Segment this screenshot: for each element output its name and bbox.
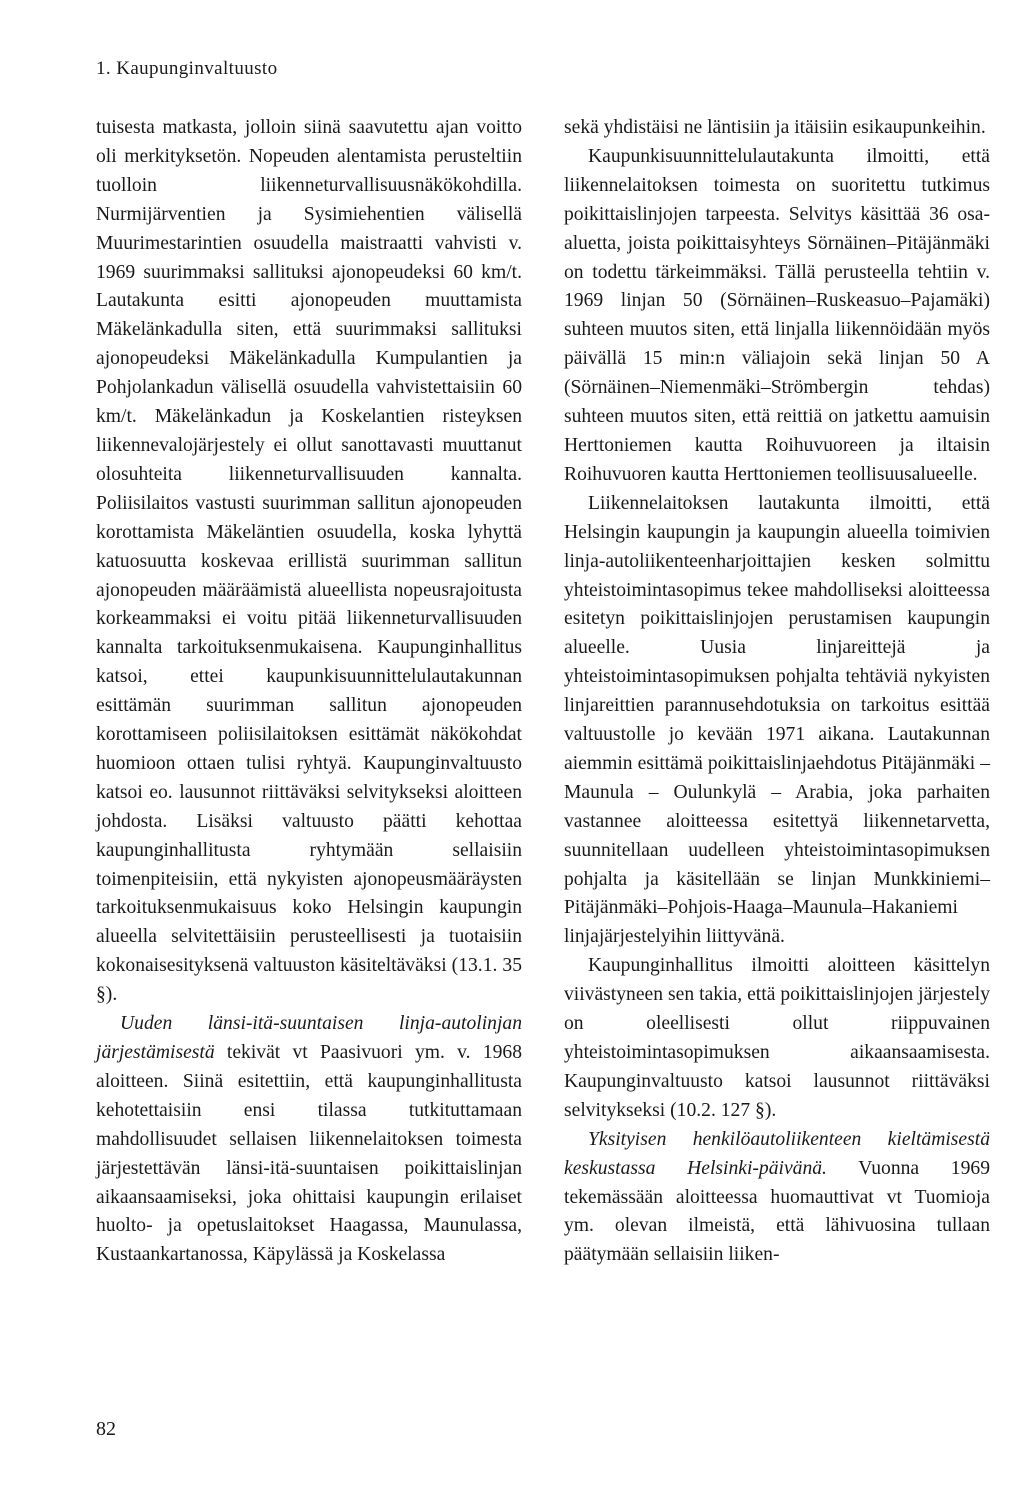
running-head: 1. Kaupunginvaltuusto xyxy=(96,58,278,79)
paragraph-suburbs: sekä yhdistäisi ne läntisiin ja itäisiin esikaupunkeihin. xyxy=(564,117,986,138)
section-title-private-cars: Yksityisen henkilöautoliikenteen kieltämisestä keskustassa Helsinki-päivänä. xyxy=(564,1128,990,1179)
right-column xyxy=(564,114,990,1270)
paragraph-city-board: Kaupunginhallitus ilmoitti aloitteen käsittelyn viivästyneen sen takia, että poikittaislinjojen järjestely on oleellisesti ollut riippuvainen yhteistoimintasopimuksen aikaansaamisesta. Kaupunginvaltuusto katsoi lausunnot riittäväksi selvitykseksi (10.2. 127 §). xyxy=(564,955,990,1121)
paragraph-planning-board: Kaupunkisuunnittelulautakunta ilmoitti, että liikennelaitoksen toimesta on suoritettu tutkimus poikittaislinjojen tarpeesta. Selvitys käsittää 36 osa-aluetta, joista poikittaisyhteys Sörnäinen–Pitäjänmäki on todettu tärkeimmäksi. Tällä perusteella tehtiin v. 1969 linjan 50 (Sörnäinen–Ruskeasuo–Pajamäki) suhteen muutos siten, että linjalla liikennöidään myös päivällä 15 min:n väliajoin sekä linjan 50 A (Sörnäinen–Niemenmäki–Strömbergin tehdas) suhteen muutos siten, että reittiä on jatkettu aamuisin Herttoniemen kautta Roihuvuoreen ja iltaisin Roihuvuoren kautta Herttoniemen teollisuusalueelle. xyxy=(564,145,990,485)
paragraph-body: Vuonna 1969 tekemässään aloitteessa huomauttivat vt Tuomioja ym. olevan ilmeistä, että lähivuosina tullaan päätymään sellaisiin liiken- xyxy=(564,1157,990,1266)
paragraph-body: tekivät vt Paasivuori ym. v. 1968 aloitteen. Siinä esitettiin, että kaupunginhallitusta kehotettaisiin ensi tilassa tutkituttamaan mahdollisuudet sellaisen liikennelaitoksen toimesta järjestettävän länsi-itä-suuntaisen poikittaislinjan aikaansaamiseksi, joka ohittaisi kaupungin erilaiset huolto- ja opetuslaitokset Haagassa, Maunulassa, Kustaankartanossa, Käpylässä ja Koskelassa xyxy=(96,1042,522,1266)
left-column xyxy=(96,114,522,1270)
paragraph-private-cars xyxy=(564,1126,990,1271)
paragraph-east-west-bus-line xyxy=(96,1010,522,1270)
page-number: 82 xyxy=(96,1418,116,1440)
paragraph-speed-limit: tuisesta matkasta, jolloin siinä saavutettu ajan voitto oli merkityksetön. Nopeuden alentamista perusteltiin tuolloin liikenneturvallisuusnäkökohdilla. Nurmijärventien ja Sysimiehentien välisellä Muurimestarintien osuudella maistraatti vahvisti v. 1969 suurimmaksi sallituksi ajonopeudeksi 60 km/t. Lautakunta esitti ajonopeuden muuttamista Mäkelänkadulla siten, että suurimmaksi sallituksi ajonopeudeksi Mäkelänkadulla Kumpulantien ja Pohjolankadun välisellä osuudella vahvistettaisiin 60 km/t. Mäkelänkadun ja Koskelantien risteyksen liikennevalojärjestely ei ollut sanottavasti muuttanut olosuhteita liikenneturvallisuuden kannalta. Poliisilaitos vastusti suurimman sallitun ajonopeuden korottamista Mäkeläntien osuudella, koska lyhyttä katuosuutta koskevaa erillistä suurimman sallitun ajonopeuden määräämistä alueellista nopeusrajoitusta korkeammaksi ei voitu pitää liikenneturvallisuuden kannalta tarkoituksenmukaisena. Kaupunginhallitus katsoi, ettei kaupunkisuunnittelulautakunnan esittämän suurimman sallitun ajonopeuden korottamiseen poliisilaitoksen esittämät näkökohdat huomioon ottaen tulisi ryhtyä. Kaupunginvaltuusto katsoi eo. lausunnot riittäväksi selvitykseksi aloitteen johdosta. Lisäksi valtuusto päätti kehottaa kaupunginhallitusta ryhtymään sellaisiin toimenpiteisiin, että nykyisten ajonopeusmääräysten tarkoituksenmukaisuus koko Helsingin kaupungin alueella selvitettäisiin perusteellisesti ja tuotaisiin kokonaisesityksenä valtuuston käsiteltäväksi (13.1. 35 §). xyxy=(96,117,522,1006)
section-title-bus-line: Uuden länsi-itä-suuntaisen linja-autolinjan järjestämisestä xyxy=(96,1013,522,1063)
paragraph-transport-board: Liikennelaitoksen lautakunta ilmoitti, että Helsingin kaupungin ja kaupungin alueella toimivien linja-autoliikenteenharjoittajien kesken solmittu yhteistoimintasopimus tekee mahdolliseksi aloitteessa esitetyn poikittaislinjojen perustamisen kaupungin alueelle. Uusia linjareittejä ja yhteistoimintasopimuksen pohjalta tehtäviä nykyisten linjareittien parannusehdotuksia on tarkoitus esittää valtuustolle jo kevään 1971 aikana. Lautakunnan aiemmin esittämä poikittaislinjaehdotus Pitäjänmäki – Maunula – Oulunkylä – Arabia, joka parhaiten vastannee aloitteessa esitettyä liikennetarvetta, suunnitellaan uudelleen yhteistoimintasopimuksen pohjalta ja käsitellään se linjan Munkkiniemi–Pitäjänmäki–Pohjois-Haaga–Maunula–Hakaniemi linjajärjestelyihin liittyvänä. xyxy=(564,492,990,948)
